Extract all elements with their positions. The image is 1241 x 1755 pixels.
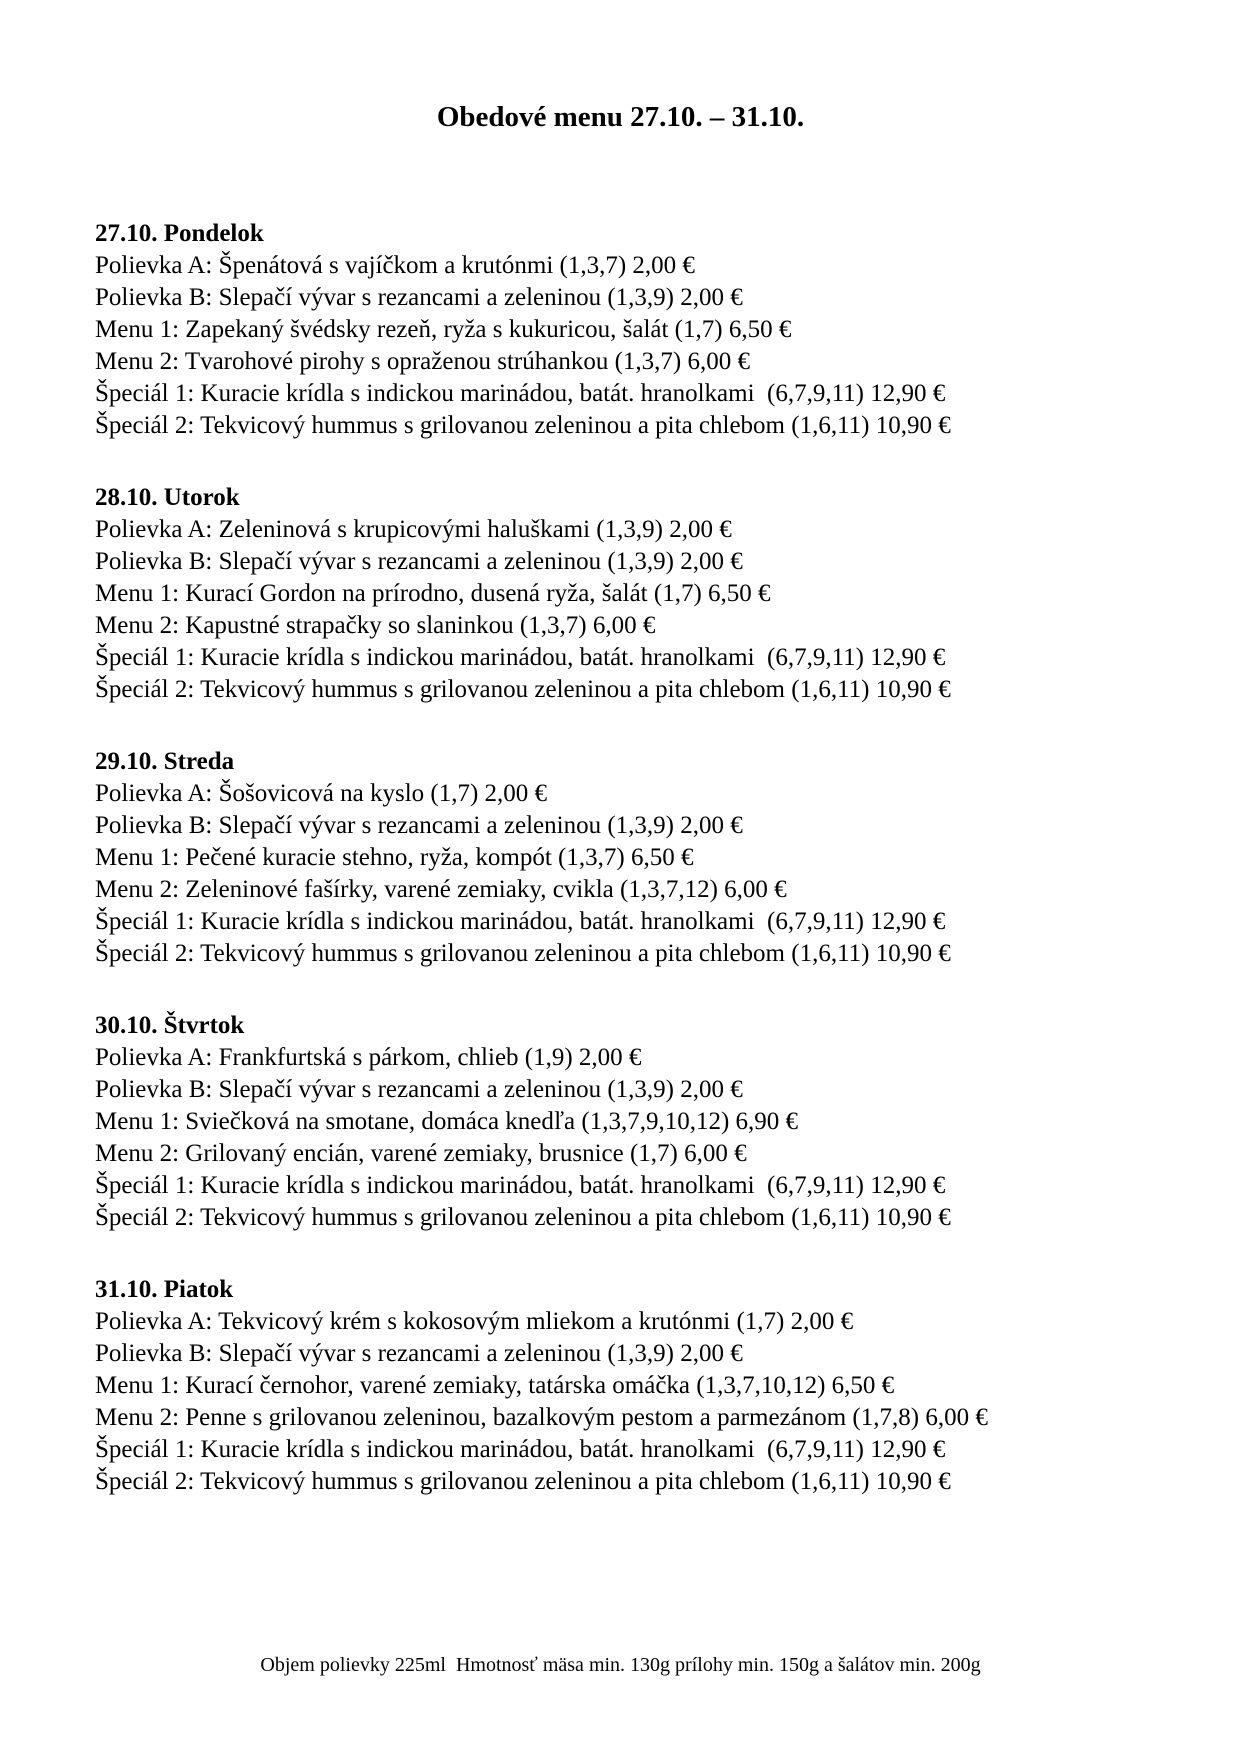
weekly-menu	[0, 218, 1241, 1498]
day-heading: 27.10. Pondelok	[95, 220, 264, 247]
menu-line-menu-2: Menu 2: Tvarohové pirohy s opraženou strúhankou (1,3,7) 6,00 €	[95, 348, 750, 375]
menu-line-menu-1: Menu 1: Kurací černohor, varené zemiaky, tatárska omáčka (1,3,7,10,12) 6,50 €	[95, 1372, 895, 1399]
menu-line-soup-a: Polievka A: Šošovicová na kyslo (1,7) 2,00 €	[95, 780, 548, 807]
day-section-friday	[95, 1274, 1181, 1498]
menu-line-soup-b: Polievka B: Slepačí vývar s rezancami a zeleninou (1,3,9) 2,00 €	[95, 1340, 743, 1367]
menu-line-special-1: Špeciál 1: Kuracie krídla s indickou marinádou, batát. hranolkami (6,7,9,11) 12,90 €	[95, 1436, 946, 1463]
day-heading: 29.10. Streda	[95, 748, 235, 775]
day-heading: 28.10. Utorok	[95, 484, 240, 511]
day-section-tuesday	[95, 482, 1181, 706]
menu-line-soup-a: Polievka A: Frankfurtská s párkom, chlieb (1,9) 2,00 €	[95, 1044, 642, 1071]
day-section-monday	[95, 218, 1181, 442]
menu-line-menu-2: Menu 2: Penne s grilovanou zeleninou, bazalkovým pestom a parmezánom (1,7,8) 6,00 €	[95, 1404, 988, 1431]
menu-line-menu-1: Menu 1: Zapekaný švédsky rezeň, ryža s kukuricou, šalát (1,7) 6,50 €	[95, 316, 792, 343]
menu-line-special-1: Špeciál 1: Kuracie krídla s indickou marinádou, batát. hranolkami (6,7,9,11) 12,90 €	[95, 644, 946, 671]
menu-line-soup-b: Polievka B: Slepačí vývar s rezancami a zeleninou (1,3,9) 2,00 €	[95, 284, 743, 311]
menu-line-menu-2: Menu 2: Grilovaný encián, varené zemiaky, brusnice (1,7) 6,00 €	[95, 1140, 747, 1167]
menu-line-menu-1: Menu 1: Pečené kuracie stehno, ryža, kompót (1,3,7) 6,50 €	[95, 844, 694, 871]
menu-line-special-1: Špeciál 1: Kuracie krídla s indickou marinádou, batát. hranolkami (6,7,9,11) 12,90 €	[95, 1172, 946, 1199]
menu-line-menu-2: Menu 2: Kapustné strapačky so slaninkou (1,3,7) 6,00 €	[95, 612, 656, 639]
menu-line-menu-1: Menu 1: Sviečková na smotane, domáca knedľa (1,3,7,9,10,12) 6,90 €	[95, 1108, 799, 1135]
day-section-wednesday	[95, 746, 1181, 970]
menu-line-soup-b: Polievka B: Slepačí vývar s rezancami a zeleninou (1,3,9) 2,00 €	[95, 548, 743, 575]
menu-line-special-1: Špeciál 1: Kuracie krídla s indickou marinádou, batát. hranolkami (6,7,9,11) 12,90 €	[95, 380, 946, 407]
menu-line-soup-a: Polievka A: Tekvicový krém s kokosovým mliekom a krutónmi (1,7) 2,00 €	[95, 1308, 854, 1335]
day-section-thursday	[95, 1010, 1181, 1234]
menu-line-soup-a: Polievka A: Špenátová s vajíčkom a krutónmi (1,3,7) 2,00 €	[95, 252, 695, 279]
menu-line-menu-1: Menu 1: Kurací Gordon na prírodno, dusená ryža, šalát (1,7) 6,50 €	[95, 580, 771, 607]
day-heading: 30.10. Štvrtok	[95, 1012, 245, 1039]
menu-line-menu-2: Menu 2: Zeleninové fašírky, varené zemiaky, cvikla (1,3,7,12) 6,00 €	[95, 876, 787, 903]
menu-line-special-1: Špeciál 1: Kuracie krídla s indickou marinádou, batát. hranolkami (6,7,9,11) 12,90 €	[95, 908, 946, 935]
menu-line-soup-a: Polievka A: Zeleninová s krupicovými haluškami (1,3,9) 2,00 €	[95, 516, 732, 543]
page-title: Obedové menu 27.10. – 31.10.	[436, 101, 805, 133]
day-heading: 31.10. Piatok	[95, 1276, 234, 1303]
menu-line-special-2: Špeciál 2: Tekvicový hummus s grilovanou zeleninou a pita chlebom (1,6,11) 10,90 €	[95, 940, 951, 967]
menu-line-soup-b: Polievka B: Slepačí vývar s rezancami a zeleninou (1,3,9) 2,00 €	[95, 1076, 743, 1103]
menu-line-special-2: Špeciál 2: Tekvicový hummus s grilovanou zeleninou a pita chlebom (1,6,11) 10,90 €	[95, 676, 951, 703]
menu-line-soup-b: Polievka B: Slepačí vývar s rezancami a zeleninou (1,3,9) 2,00 €	[95, 812, 743, 839]
menu-line-special-2: Špeciál 2: Tekvicový hummus s grilovanou zeleninou a pita chlebom (1,6,11) 10,90 €	[95, 412, 951, 439]
portion-info-footer: Objem polievky 225ml Hmotnosť mäsa min. 130g prílohy min. 150g a šalátov min. 200g	[260, 1654, 981, 1676]
menu-line-special-2: Špeciál 2: Tekvicový hummus s grilovanou zeleninou a pita chlebom (1,6,11) 10,90 €	[95, 1204, 951, 1231]
menu-line-special-2: Špeciál 2: Tekvicový hummus s grilovanou zeleninou a pita chlebom (1,6,11) 10,90 €	[95, 1468, 951, 1495]
